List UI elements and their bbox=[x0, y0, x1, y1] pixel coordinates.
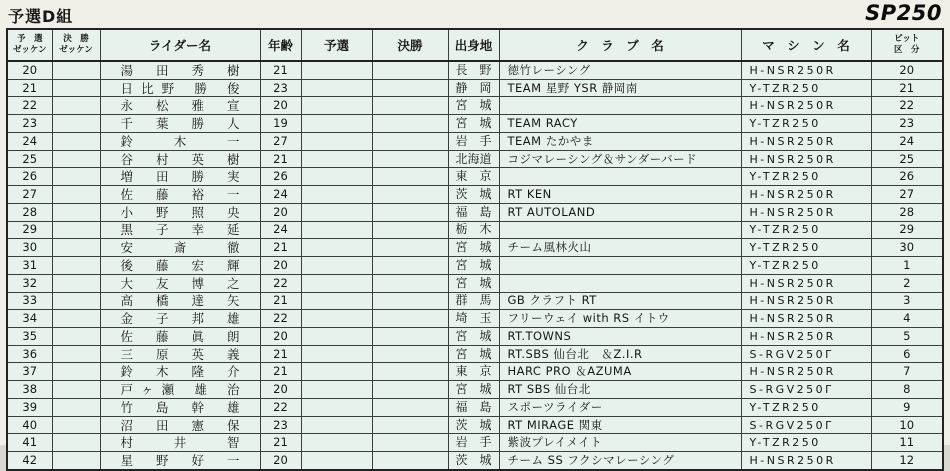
cell-rider-name: 金 子 邦 雄 bbox=[100, 310, 260, 328]
cell-birthplace: 宮 城 bbox=[448, 274, 499, 292]
cell-final-zekken bbox=[52, 434, 100, 452]
table-row bbox=[7, 168, 943, 186]
cell-pit-division: 20 bbox=[871, 61, 943, 79]
cell-birthplace: 岩 手 bbox=[448, 132, 499, 150]
cell-final-result bbox=[372, 452, 448, 470]
table-row bbox=[7, 221, 943, 239]
cell-qualifying-zekken: 24 bbox=[7, 132, 52, 150]
cell-pit-division: 9 bbox=[871, 398, 943, 416]
cell-age: 21 bbox=[260, 61, 301, 79]
cell-qualifying-result bbox=[301, 274, 372, 292]
cell-qualifying-result bbox=[301, 168, 372, 186]
cell-club-name: RT.TOWNS bbox=[499, 328, 741, 346]
cell-club-name: チーム風林火山 bbox=[499, 239, 741, 257]
cell-qualifying-result bbox=[301, 97, 372, 115]
cell-final-result bbox=[372, 381, 448, 399]
cell-rider-name: 増 田 勝 実 bbox=[100, 168, 260, 186]
cell-final-zekken bbox=[52, 150, 100, 168]
cell-birthplace: 宮 城 bbox=[448, 239, 499, 257]
cell-age: 21 bbox=[260, 239, 301, 257]
header-row bbox=[7, 29, 943, 61]
cell-club-name: 徳竹レーシング bbox=[499, 61, 741, 79]
cell-age: 21 bbox=[260, 434, 301, 452]
cell-pit-division: 27 bbox=[871, 186, 943, 204]
cell-final-zekken bbox=[52, 416, 100, 434]
cell-final-zekken bbox=[52, 203, 100, 221]
cell-pit-division: 30 bbox=[871, 239, 943, 257]
cell-qualifying-zekken: 37 bbox=[7, 363, 52, 381]
cell-rider-name: 鈴 木 隆 介 bbox=[100, 363, 260, 381]
cell-qualifying-result bbox=[301, 132, 372, 150]
cell-final-zekken bbox=[52, 97, 100, 115]
cell-club-name bbox=[499, 168, 741, 186]
cell-rider-name: 佐 藤 裕 一 bbox=[100, 186, 260, 204]
cell-qualifying-zekken: 35 bbox=[7, 328, 52, 346]
cell-qualifying-result bbox=[301, 203, 372, 221]
cell-qualifying-zekken: 28 bbox=[7, 203, 52, 221]
cell-final-zekken bbox=[52, 239, 100, 257]
cell-rider-name: 日比野 勝 俊 bbox=[100, 79, 260, 97]
cell-qualifying-result bbox=[301, 328, 372, 346]
cell-qualifying-result bbox=[301, 292, 372, 310]
cell-qualifying-zekken: 20 bbox=[7, 61, 52, 79]
cell-qualifying-zekken: 21 bbox=[7, 79, 52, 97]
cell-rider-name: 竹 島 幹 雄 bbox=[100, 398, 260, 416]
table-row bbox=[7, 186, 943, 204]
cell-machine-name: Y-TZR250 bbox=[741, 239, 871, 257]
cell-final-result bbox=[372, 203, 448, 221]
cell-qualifying-zekken: 41 bbox=[7, 434, 52, 452]
cell-final-result bbox=[372, 150, 448, 168]
table-row bbox=[7, 203, 943, 221]
cell-machine-name: Y-TZR250 bbox=[741, 168, 871, 186]
cell-final-result bbox=[372, 416, 448, 434]
cell-age: 20 bbox=[260, 203, 301, 221]
cell-birthplace: 宮 城 bbox=[448, 381, 499, 399]
cell-club-name: GB クラフト RT bbox=[499, 292, 741, 310]
entry-table bbox=[6, 28, 944, 471]
cell-rider-name: 村 井 智 bbox=[100, 434, 260, 452]
cell-machine-name: S-RGV250Γ bbox=[741, 381, 871, 399]
cell-rider-name: 三 原 英 義 bbox=[100, 345, 260, 363]
cell-machine-name: H-NSR250R bbox=[741, 150, 871, 168]
cell-pit-division: 26 bbox=[871, 168, 943, 186]
cell-machine-name: H-NSR250R bbox=[741, 292, 871, 310]
table-row bbox=[7, 115, 943, 133]
cell-birthplace: 栃 木 bbox=[448, 221, 499, 239]
table-row bbox=[7, 398, 943, 416]
cell-birthplace: 埼 玉 bbox=[448, 310, 499, 328]
cell-birthplace: 東 京 bbox=[448, 363, 499, 381]
cell-qualifying-zekken: 22 bbox=[7, 97, 52, 115]
cell-final-zekken bbox=[52, 168, 100, 186]
cell-rider-name: 戸ヶ瀬 雄 治 bbox=[100, 381, 260, 399]
cell-final-zekken bbox=[52, 363, 100, 381]
cell-pit-division: 7 bbox=[871, 363, 943, 381]
table-row bbox=[7, 452, 943, 470]
cell-qualifying-zekken: 30 bbox=[7, 239, 52, 257]
cell-qualifying-result bbox=[301, 257, 372, 275]
cell-qualifying-zekken: 26 bbox=[7, 168, 52, 186]
cell-machine-name: Y-TZR250 bbox=[741, 115, 871, 133]
cell-pit-division: 6 bbox=[871, 345, 943, 363]
cell-club-name: RT SBS 仙台北 bbox=[499, 381, 741, 399]
cell-final-zekken bbox=[52, 132, 100, 150]
cell-rider-name: 小 野 照 央 bbox=[100, 203, 260, 221]
cell-age: 20 bbox=[260, 452, 301, 470]
page-header bbox=[8, 1, 942, 27]
cell-pit-division: 21 bbox=[871, 79, 943, 97]
cell-pit-division: 25 bbox=[871, 150, 943, 168]
table-row bbox=[7, 416, 943, 434]
cell-final-zekken bbox=[52, 310, 100, 328]
cell-machine-name: H-NSR250R bbox=[741, 61, 871, 79]
cell-qualifying-zekken: 34 bbox=[7, 310, 52, 328]
cell-rider-name: 星 野 好 一 bbox=[100, 452, 260, 470]
cell-age: 20 bbox=[260, 257, 301, 275]
cell-pit-division: 8 bbox=[871, 381, 943, 399]
cell-qualifying-zekken: 39 bbox=[7, 398, 52, 416]
cell-rider-name: 大 友 博 之 bbox=[100, 274, 260, 292]
cell-final-zekken bbox=[52, 61, 100, 79]
cell-age: 20 bbox=[260, 328, 301, 346]
cell-qualifying-zekken: 29 bbox=[7, 221, 52, 239]
cell-final-result bbox=[372, 257, 448, 275]
cell-birthplace: 長 野 bbox=[448, 61, 499, 79]
cell-rider-name: 鈴 木 一 bbox=[100, 132, 260, 150]
cell-club-name bbox=[499, 257, 741, 275]
cell-final-zekken bbox=[52, 274, 100, 292]
cell-final-zekken bbox=[52, 221, 100, 239]
cell-qualifying-result bbox=[301, 434, 372, 452]
cell-final-result bbox=[372, 363, 448, 381]
cell-qualifying-result bbox=[301, 345, 372, 363]
table-row bbox=[7, 61, 943, 79]
cell-qualifying-result bbox=[301, 186, 372, 204]
cell-qualifying-result bbox=[301, 150, 372, 168]
cell-age: 21 bbox=[260, 363, 301, 381]
cell-final-result bbox=[372, 79, 448, 97]
cell-rider-name: 千 葉 勝 人 bbox=[100, 115, 260, 133]
cell-final-zekken bbox=[52, 115, 100, 133]
cell-pit-division: 29 bbox=[871, 221, 943, 239]
col-header-club-name: ク ラ ブ 名 bbox=[499, 29, 741, 61]
cell-pit-division: 3 bbox=[871, 292, 943, 310]
cell-age: 21 bbox=[260, 345, 301, 363]
cell-age: 24 bbox=[260, 186, 301, 204]
cell-qualifying-zekken: 25 bbox=[7, 150, 52, 168]
cell-age: 21 bbox=[260, 292, 301, 310]
cell-age: 21 bbox=[260, 150, 301, 168]
cell-qualifying-result bbox=[301, 381, 372, 399]
cell-rider-name: 安 斎 徹 bbox=[100, 239, 260, 257]
cell-club-name: RT AUTOLAND bbox=[499, 203, 741, 221]
cell-qualifying-result bbox=[301, 310, 372, 328]
cell-birthplace: 福 島 bbox=[448, 398, 499, 416]
entry-table-body bbox=[7, 61, 943, 470]
cell-birthplace: 静 岡 bbox=[448, 79, 499, 97]
cell-qualifying-result bbox=[301, 61, 372, 79]
cell-birthplace: 東 京 bbox=[448, 168, 499, 186]
cell-final-result bbox=[372, 398, 448, 416]
cell-machine-name: Y-TZR250 bbox=[741, 257, 871, 275]
cell-rider-name: 後 藤 宏 輝 bbox=[100, 257, 260, 275]
cell-final-result bbox=[372, 310, 448, 328]
cell-birthplace: 宮 城 bbox=[448, 345, 499, 363]
cell-final-result bbox=[372, 61, 448, 79]
cell-birthplace: 宮 城 bbox=[448, 115, 499, 133]
cell-club-name: RT MIRAGE 関東 bbox=[499, 416, 741, 434]
cell-pit-division: 1 bbox=[871, 257, 943, 275]
cell-club-name: TEAM 星野 YSR 静岡南 bbox=[499, 79, 741, 97]
cell-final-result bbox=[372, 345, 448, 363]
cell-qualifying-zekken: 33 bbox=[7, 292, 52, 310]
cell-final-result bbox=[372, 292, 448, 310]
cell-pit-division: 12 bbox=[871, 452, 943, 470]
cell-machine-name: H-NSR250R bbox=[741, 132, 871, 150]
table-row bbox=[7, 434, 943, 452]
cell-qualifying-zekken: 32 bbox=[7, 274, 52, 292]
cell-final-result bbox=[372, 132, 448, 150]
cell-final-zekken bbox=[52, 328, 100, 346]
cell-club-name: TEAM たかやま bbox=[499, 132, 741, 150]
cell-final-result bbox=[372, 186, 448, 204]
table-row bbox=[7, 345, 943, 363]
cell-club-name: RT KEN bbox=[499, 186, 741, 204]
cell-qualifying-zekken: 40 bbox=[7, 416, 52, 434]
cell-final-result bbox=[372, 97, 448, 115]
cell-club-name: RT.SBS 仙台北 ＆Z.I.R bbox=[499, 345, 741, 363]
cell-club-name bbox=[499, 221, 741, 239]
cell-qualifying-result bbox=[301, 416, 372, 434]
cell-qualifying-result bbox=[301, 452, 372, 470]
cell-birthplace: 茨 城 bbox=[448, 452, 499, 470]
table-row bbox=[7, 381, 943, 399]
cell-machine-name: H-NSR250R bbox=[741, 363, 871, 381]
table-row bbox=[7, 239, 943, 257]
col-header-final-zekken: 決 勝 ゼッケン bbox=[52, 29, 100, 61]
cell-pit-division: 10 bbox=[871, 416, 943, 434]
cell-club-name bbox=[499, 97, 741, 115]
cell-qualifying-result bbox=[301, 221, 372, 239]
cell-club-name: 紫波プレイメイト bbox=[499, 434, 741, 452]
cell-club-name: チーム SS フクシマレーシング bbox=[499, 452, 741, 470]
col-header-final: 決勝 bbox=[372, 29, 448, 61]
cell-final-zekken bbox=[52, 79, 100, 97]
table-row bbox=[7, 292, 943, 310]
cell-club-name: コジマレーシング＆サンダーバード bbox=[499, 150, 741, 168]
cell-qualifying-result bbox=[301, 239, 372, 257]
cell-pit-division: 11 bbox=[871, 434, 943, 452]
cell-qualifying-zekken: 42 bbox=[7, 452, 52, 470]
cell-qualifying-result bbox=[301, 115, 372, 133]
table-row bbox=[7, 79, 943, 97]
cell-rider-name: 谷 村 英 樹 bbox=[100, 150, 260, 168]
cell-birthplace: 茨 城 bbox=[448, 416, 499, 434]
cell-final-result bbox=[372, 274, 448, 292]
cell-final-zekken bbox=[52, 381, 100, 399]
cell-machine-name: Y-TZR250 bbox=[741, 79, 871, 97]
cell-qualifying-result bbox=[301, 363, 372, 381]
col-header-qualifying-zekken: 予 選 ゼッケン bbox=[7, 29, 52, 61]
cell-pit-division: 23 bbox=[871, 115, 943, 133]
cell-qualifying-result bbox=[301, 79, 372, 97]
cell-machine-name: H-NSR250R bbox=[741, 186, 871, 204]
cell-machine-name: H-NSR250R bbox=[741, 310, 871, 328]
cell-age: 20 bbox=[260, 97, 301, 115]
cell-age: 23 bbox=[260, 416, 301, 434]
cell-qualifying-zekken: 36 bbox=[7, 345, 52, 363]
cell-birthplace: 北海道 bbox=[448, 150, 499, 168]
cell-pit-division: 4 bbox=[871, 310, 943, 328]
cell-club-name bbox=[499, 274, 741, 292]
cell-birthplace: 福 島 bbox=[448, 203, 499, 221]
cell-club-name: フリーウェイ with RS イトウ bbox=[499, 310, 741, 328]
cell-age: 22 bbox=[260, 398, 301, 416]
cell-machine-name: S-RGV250Γ bbox=[741, 345, 871, 363]
cell-final-result bbox=[372, 239, 448, 257]
cell-final-zekken bbox=[52, 452, 100, 470]
cell-pit-division: 22 bbox=[871, 97, 943, 115]
cell-age: 23 bbox=[260, 79, 301, 97]
cell-machine-name: H-NSR250R bbox=[741, 203, 871, 221]
cell-pit-division: 28 bbox=[871, 203, 943, 221]
cell-final-result bbox=[372, 221, 448, 239]
cell-age: 26 bbox=[260, 168, 301, 186]
cell-machine-name: Y-TZR250 bbox=[741, 221, 871, 239]
cell-rider-name: 黒 子 幸 延 bbox=[100, 221, 260, 239]
cell-pit-division: 2 bbox=[871, 274, 943, 292]
cell-final-zekken bbox=[52, 345, 100, 363]
class-label: SP250 bbox=[865, 1, 942, 25]
cell-machine-name: H-NSR250R bbox=[741, 328, 871, 346]
cell-club-name: HARC PRO ＆AZUMA bbox=[499, 363, 741, 381]
col-header-machine-name: マ シ ン 名 bbox=[741, 29, 871, 61]
table-row bbox=[7, 132, 943, 150]
table-row bbox=[7, 310, 943, 328]
cell-final-zekken bbox=[52, 398, 100, 416]
cell-qualifying-result bbox=[301, 398, 372, 416]
cell-club-name: スポーツライダー bbox=[499, 398, 741, 416]
cell-final-zekken bbox=[52, 186, 100, 204]
cell-birthplace: 宮 城 bbox=[448, 97, 499, 115]
cell-age: 27 bbox=[260, 132, 301, 150]
cell-qualifying-zekken: 38 bbox=[7, 381, 52, 399]
cell-final-result bbox=[372, 115, 448, 133]
cell-qualifying-zekken: 31 bbox=[7, 257, 52, 275]
cell-machine-name: S-RGV250Γ bbox=[741, 416, 871, 434]
cell-birthplace: 岩 手 bbox=[448, 434, 499, 452]
cell-machine-name: H-NSR250R bbox=[741, 97, 871, 115]
cell-rider-name: 佐 藤 眞 朗 bbox=[100, 328, 260, 346]
page-title: 予選D組 bbox=[8, 7, 74, 26]
table-row bbox=[7, 363, 943, 381]
cell-qualifying-zekken: 27 bbox=[7, 186, 52, 204]
cell-birthplace: 宮 城 bbox=[448, 257, 499, 275]
col-header-birthplace: 出身地 bbox=[448, 29, 499, 61]
cell-machine-name: H-NSR250R bbox=[741, 274, 871, 292]
cell-machine-name: H-NSR250R bbox=[741, 452, 871, 470]
cell-final-zekken bbox=[52, 292, 100, 310]
cell-age: 20 bbox=[260, 381, 301, 399]
cell-final-result bbox=[372, 168, 448, 186]
cell-pit-division: 5 bbox=[871, 328, 943, 346]
cell-age: 22 bbox=[260, 310, 301, 328]
col-header-age: 年齢 bbox=[260, 29, 301, 61]
cell-birthplace: 茨 城 bbox=[448, 186, 499, 204]
cell-rider-name: 沼 田 憲 保 bbox=[100, 416, 260, 434]
table-row bbox=[7, 257, 943, 275]
cell-machine-name: Y-TZR250 bbox=[741, 398, 871, 416]
col-header-pit: ピット 区 分 bbox=[871, 29, 943, 61]
col-header-rider-name: ライダー名 bbox=[100, 29, 260, 61]
col-header-qualifying: 予選 bbox=[301, 29, 372, 61]
cell-rider-name: 永 松 雅 宣 bbox=[100, 97, 260, 115]
table-row bbox=[7, 150, 943, 168]
cell-age: 19 bbox=[260, 115, 301, 133]
cell-final-zekken bbox=[52, 257, 100, 275]
cell-club-name: TEAM RACY bbox=[499, 115, 741, 133]
cell-final-result bbox=[372, 328, 448, 346]
cell-age: 22 bbox=[260, 274, 301, 292]
table-row bbox=[7, 274, 943, 292]
cell-qualifying-zekken: 23 bbox=[7, 115, 52, 133]
cell-rider-name: 湯 田 秀 樹 bbox=[100, 61, 260, 79]
table-row bbox=[7, 328, 943, 346]
cell-final-result bbox=[372, 434, 448, 452]
cell-birthplace: 群 馬 bbox=[448, 292, 499, 310]
table-row bbox=[7, 97, 943, 115]
cell-age: 24 bbox=[260, 221, 301, 239]
cell-birthplace: 宮 城 bbox=[448, 328, 499, 346]
cell-pit-division: 24 bbox=[871, 132, 943, 150]
cell-machine-name: Y-TZR250 bbox=[741, 434, 871, 452]
cell-rider-name: 高 橋 達 矢 bbox=[100, 292, 260, 310]
